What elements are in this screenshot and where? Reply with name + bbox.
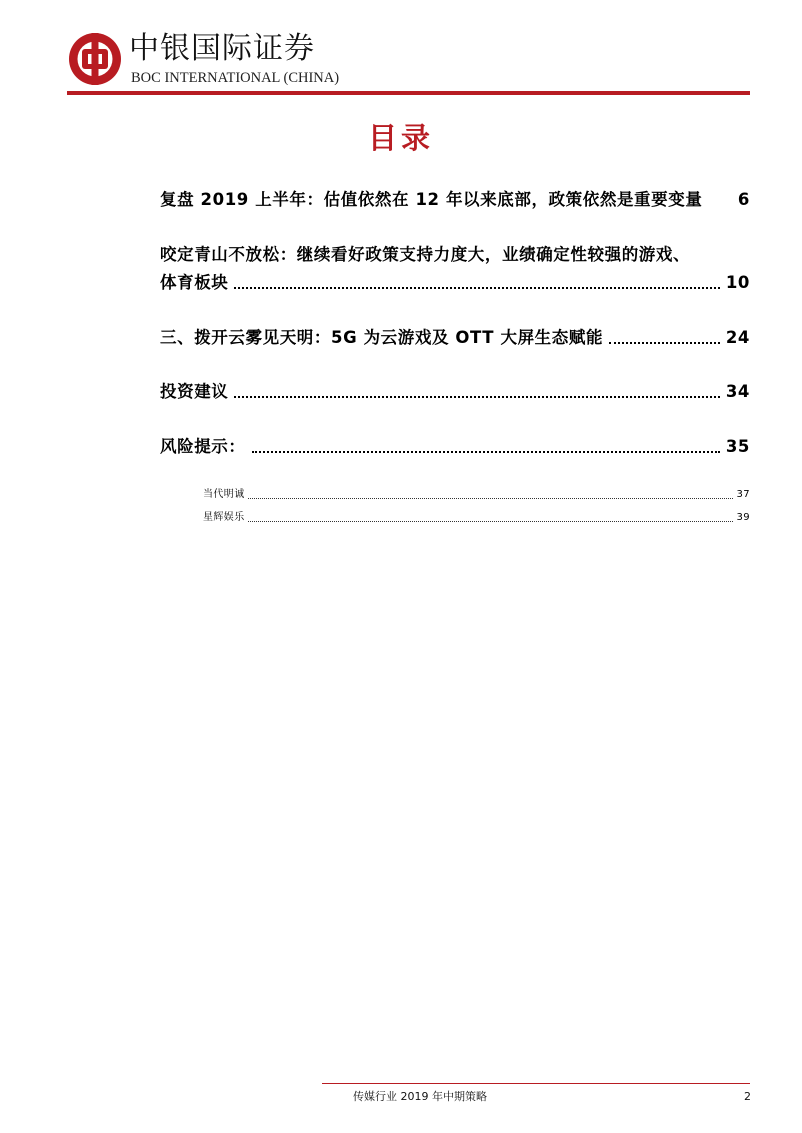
toc-leader-dots <box>234 396 719 398</box>
toc-sub-entry[interactable] <box>203 511 750 525</box>
toc-sub-entry-page: 37 <box>736 489 750 500</box>
toc-leader-dots <box>609 342 720 344</box>
toc-entry-page: 34 <box>725 382 750 401</box>
toc-entry-text: 复盘 2019 上半年：估值依然在 12 年以来底部，政策依然是重要变量 <box>160 190 703 209</box>
toc-entry[interactable] <box>160 189 750 211</box>
toc-entry-continuation[interactable] <box>160 272 750 294</box>
toc-entry-text: 三、拨开云雾见天明：5G 为云游戏及 OTT 大屏生态赋能 <box>160 328 604 347</box>
footer-divider <box>322 1083 750 1084</box>
toc-entry-text: 咬定青山不放松：继续看好政策支持力度大，业绩确定性较强的游戏、 <box>160 245 691 264</box>
footer-report-title: 传媒行业 2019 年中期策略 <box>353 1090 487 1103</box>
toc-sub-entry-text: 当代明诚 <box>203 489 245 500</box>
header-divider <box>67 91 750 95</box>
toc-sub-entry-page: 39 <box>736 512 750 523</box>
toc-title: 目录 <box>367 121 434 155</box>
toc-sub-entry-text: 星辉娱乐 <box>203 512 245 523</box>
toc-leader-dots <box>248 498 734 499</box>
toc-leader-dots <box>252 451 720 453</box>
toc-leader-dots <box>234 287 719 289</box>
toc-entry[interactable] <box>160 327 750 349</box>
toc-sub-entry[interactable] <box>203 488 750 502</box>
page-header <box>0 0 802 100</box>
footer-page-number: 2 <box>744 1090 751 1103</box>
boc-logo-icon <box>67 31 123 87</box>
toc-entry[interactable] <box>160 436 750 458</box>
toc-entry[interactable] <box>160 244 750 266</box>
toc-entry-text-cont: 体育板块 <box>160 273 229 292</box>
toc-leader-dots <box>248 521 734 522</box>
toc-entry-page: 6 <box>737 190 750 209</box>
toc-entry-page: 35 <box>725 437 750 456</box>
toc-entry-page: 10 <box>725 273 750 292</box>
toc-entry[interactable] <box>160 381 750 403</box>
brand-name-cn: 中银国际证券 <box>129 31 315 66</box>
brand-name-en: BOC INTERNATIONAL (CHINA) <box>131 70 340 86</box>
toc-entry-text: 投资建议 <box>160 382 229 401</box>
toc-entry-text: 风险提示： <box>160 437 246 456</box>
toc-entry-page: 24 <box>725 328 750 347</box>
